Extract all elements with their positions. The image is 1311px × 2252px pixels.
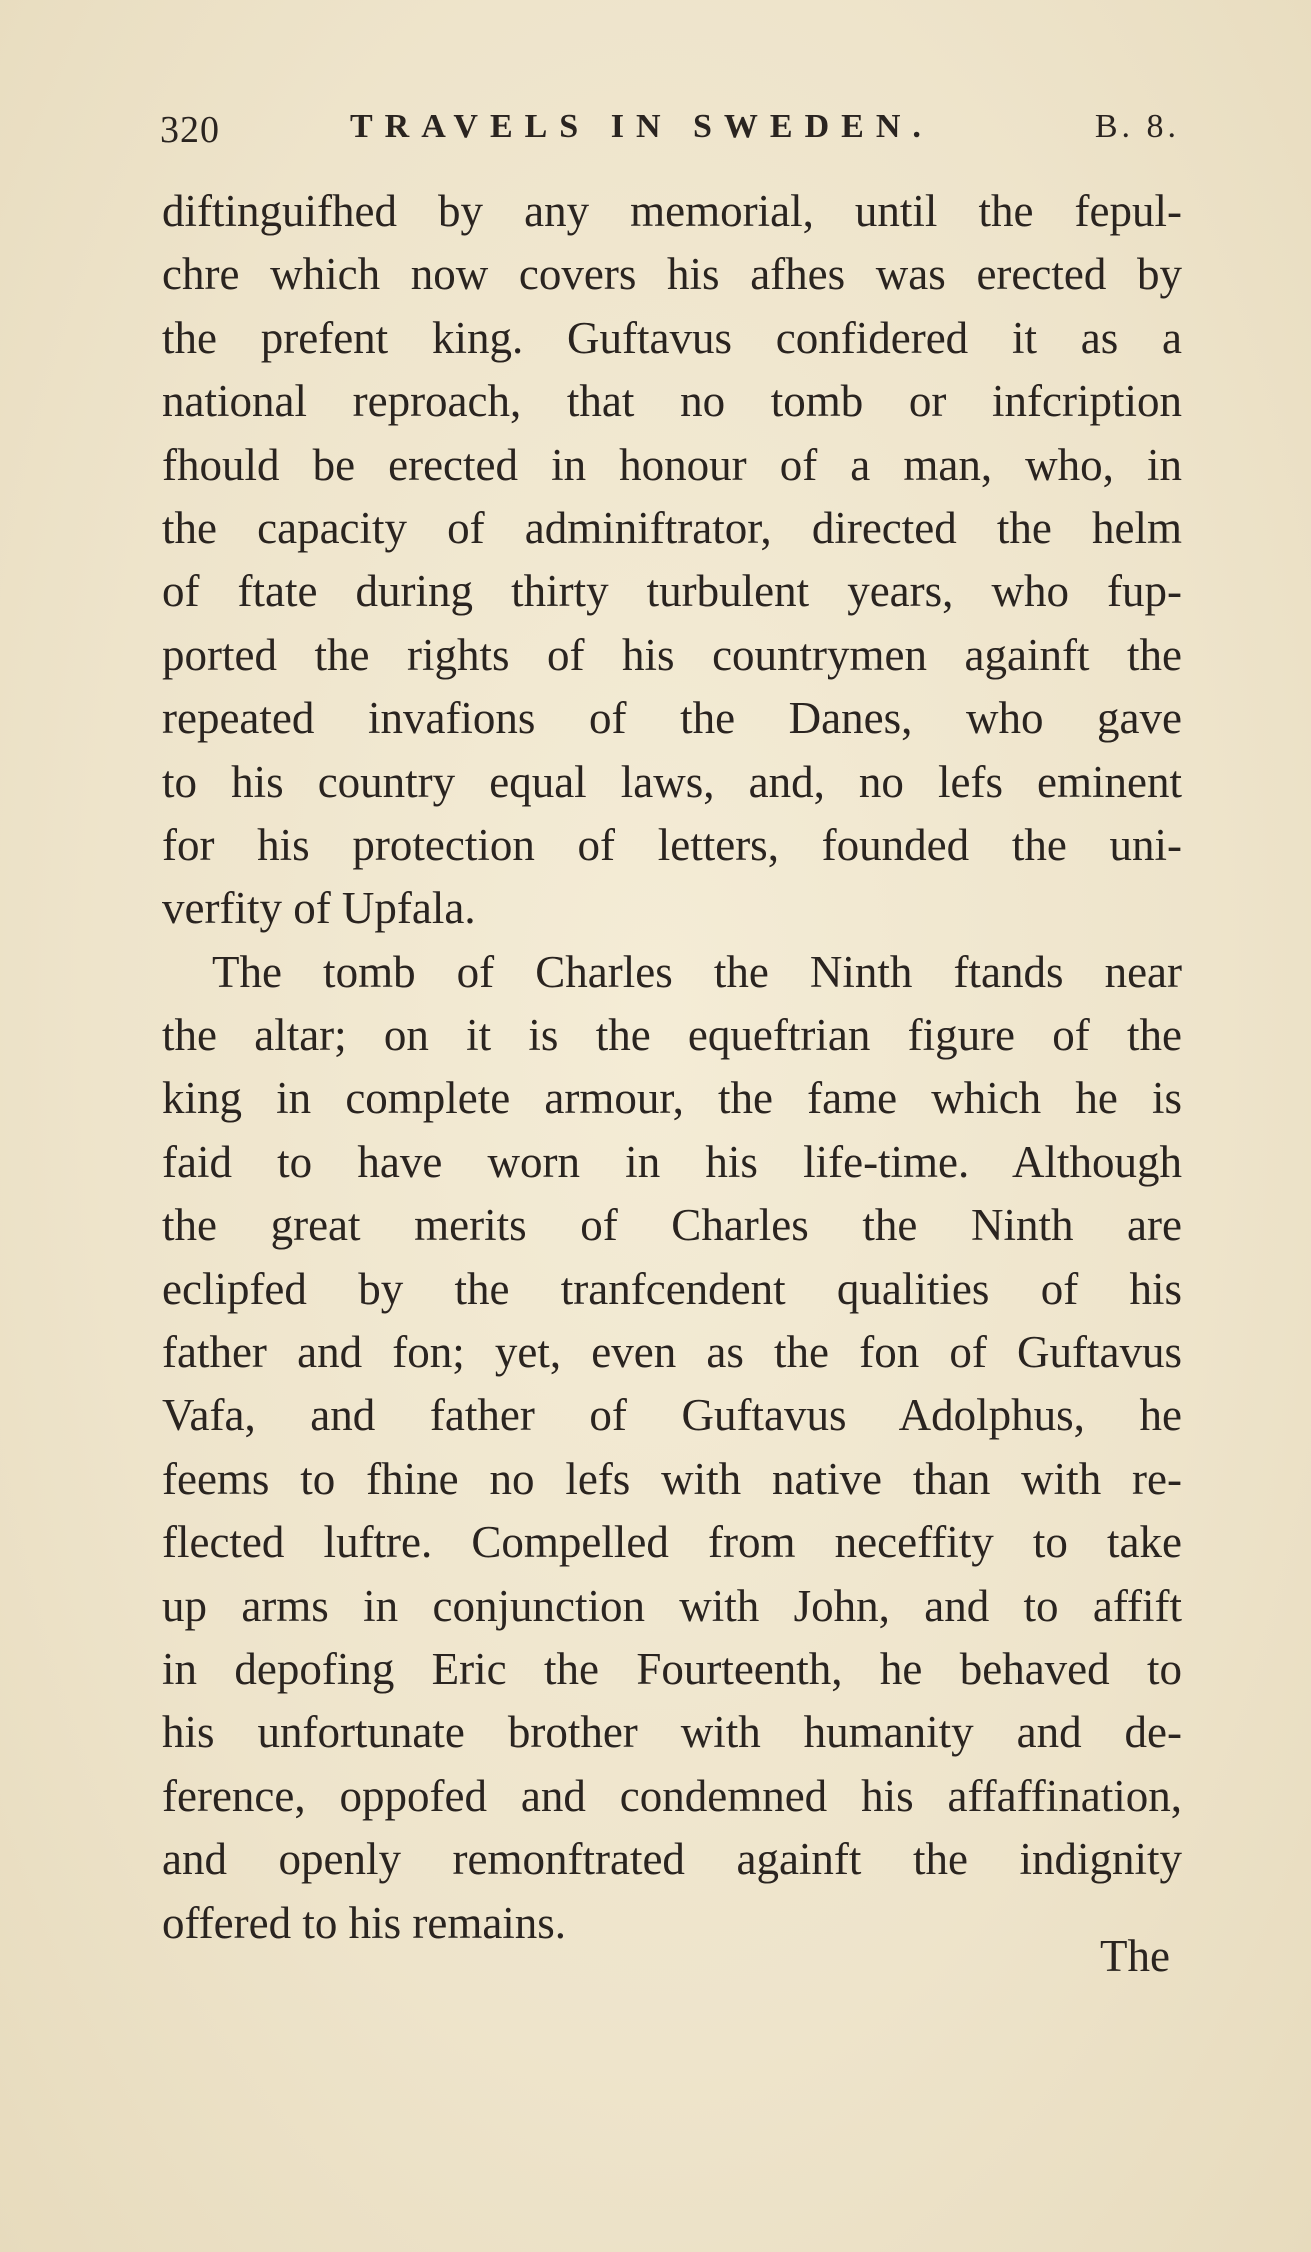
text-line: fhould be erected in honour of a man, who, in <box>162 439 1182 490</box>
book-reference: B. 8. <box>1094 108 1180 145</box>
text-line: his unfortunate brother with humanity and de- <box>162 1707 1182 1758</box>
text-line: faid to have worn in his life-time. Although <box>162 1136 1182 1187</box>
text-line: the great merits of Charles the Ninth are <box>162 1200 1182 1251</box>
text-line: the capacity of adminiftrator, directed the helm <box>162 502 1182 553</box>
body-text <box>162 180 1182 1955</box>
text-line: and openly remonftrated againft the indignity <box>162 1834 1182 1885</box>
text-line: national reproach, that no tomb or infcription <box>162 376 1182 427</box>
text-line: Vafa, and father of Guftavus Adolphus, he <box>162 1390 1182 1441</box>
text-line: king in complete armour, the fame which he is <box>162 1073 1182 1124</box>
text-line: chre which now covers his afhes was erected by <box>162 249 1182 300</box>
text-line: flected luftre. Compelled from neceffity to take <box>162 1517 1182 1568</box>
text-line: of ftate during thirty turbulent years, who fup- <box>162 566 1182 617</box>
text-line: feems to fhine no lefs with native than with re- <box>162 1453 1182 1504</box>
text-line: verfity of Upfala. <box>162 883 476 934</box>
text-line: repeated invafions of the Danes, who gave <box>162 693 1182 744</box>
text-line: to his country equal laws, and, no lefs eminent <box>162 756 1182 807</box>
text-line: in depofing Eric the Fourteenth, he behaved to <box>162 1643 1182 1694</box>
page-header <box>160 108 1180 168</box>
text-line: the altar; on it is the equeftrian figure of the <box>162 1010 1182 1061</box>
catchword: The <box>1100 1931 1170 1981</box>
paragraph-start-line: The tomb of Charles the Ninth ftands near <box>212 946 1182 997</box>
text-line: up arms in conjunction with John, and to affift <box>162 1580 1182 1631</box>
text-line: ported the rights of his countrymen againft the <box>162 629 1182 680</box>
page-number: 320 <box>160 109 220 151</box>
text-line: for his protection of letters, founded the uni- <box>162 819 1182 870</box>
running-title: TRAVELS IN SWEDEN. <box>350 108 933 145</box>
text-line: offered to his remains. <box>162 1897 567 1948</box>
text-line: ference, oppofed and condemned his affaffination, <box>162 1770 1182 1821</box>
text-line: eclipfed by the tranfcendent qualities of his <box>162 1263 1182 1314</box>
text-line: father and fon; yet, even as the fon of Guftavus <box>162 1327 1182 1378</box>
text-line: diftinguifhed by any memorial, until the fepul- <box>162 186 1182 236</box>
text-line: the prefent king. Guftavus confidered it as a <box>162 312 1182 363</box>
